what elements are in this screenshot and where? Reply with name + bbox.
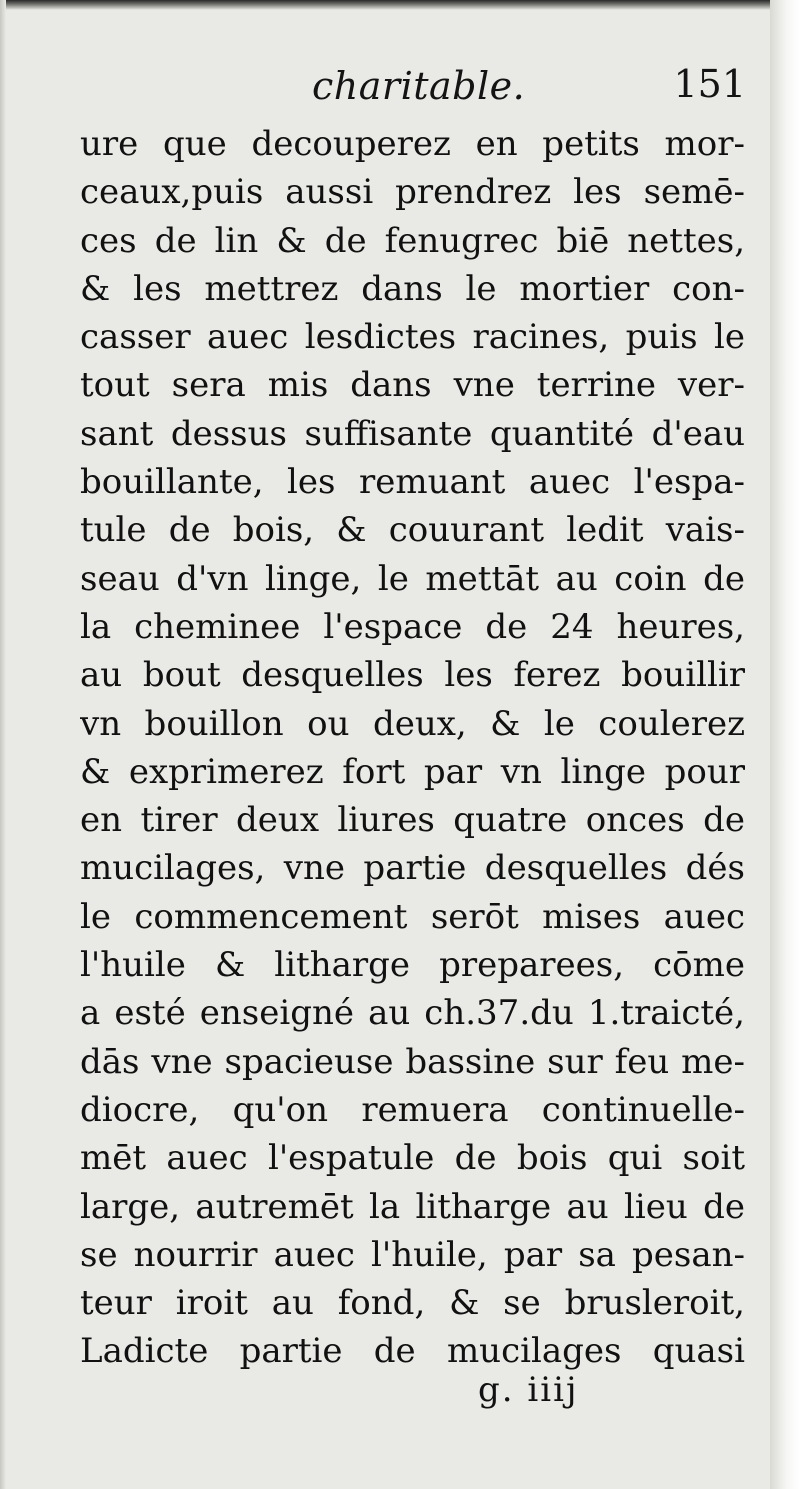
scan-shadow-top — [0, 0, 800, 10]
text-line: se nourrir auec l'huile, par sa pesan- — [80, 1234, 745, 1275]
text-line: dās vne spacieuse bassine sur feu me- — [80, 1041, 745, 1082]
text-line: Ladicte partie de mucilages quasi — [80, 1331, 745, 1372]
text-line: & les mettrez dans le mortier con- — [80, 268, 745, 309]
text-line: au bout desquelles les ferez bouillir — [80, 655, 745, 696]
running-title: charitable. — [312, 64, 526, 108]
text-line: mēt auec l'espatule de bois qui soit — [80, 1138, 745, 1179]
text-line: l'huile & litharge preparees, cōme — [80, 945, 745, 986]
text-line: ceaux,puis aussi prendrez les semē- — [80, 172, 745, 213]
scan-shadow-left — [0, 0, 6, 1489]
text-line: en tirer deux liures quatre onces de — [80, 800, 745, 841]
text-line: tule de bois, & couurant ledit vais- — [80, 510, 745, 551]
text-line: ces de lin & de fenugrec biē nettes, — [80, 220, 745, 261]
text-line: teur iroit au fond, & se brusleroit, — [80, 1283, 745, 1324]
text-line: sant dessus suffisante quantité d'eau — [80, 413, 745, 454]
text-line: bouillante, les remuant auec l'espa- — [80, 462, 745, 503]
page-margin-right — [770, 0, 800, 1489]
text-line: a esté enseigné au ch.37.du 1.traicté, — [80, 993, 745, 1034]
running-head — [80, 60, 760, 120]
text-line: casser auec lesdictes racines, puis le — [80, 317, 745, 358]
text-block — [80, 120, 745, 1376]
text-line: & exprimerez fort par vn linge pour — [80, 751, 745, 792]
text-line: diocre, qu'on remuera continuelle- — [80, 1089, 745, 1130]
text-line: la cheminee l'espace de 24 heures, — [80, 606, 745, 647]
page-number: 151 — [673, 62, 746, 106]
text-line: le commencement serōt mises auec — [80, 896, 745, 937]
text-line: tout sera mis dans vne terrine ver- — [80, 365, 745, 406]
signature-mark: g. iiij — [478, 1370, 579, 1410]
text-line: large, autremēt la litharge au lieu de — [80, 1186, 745, 1227]
text-line: seau d'vn linge, le mettāt au coin de — [80, 558, 745, 599]
text-line: ure que decouperez en petits mor- — [80, 124, 745, 164]
text-line: mucilages, vne partie desquelles dés — [80, 848, 745, 889]
text-line: vn bouillon ou deux, & le coulerez — [80, 703, 745, 744]
